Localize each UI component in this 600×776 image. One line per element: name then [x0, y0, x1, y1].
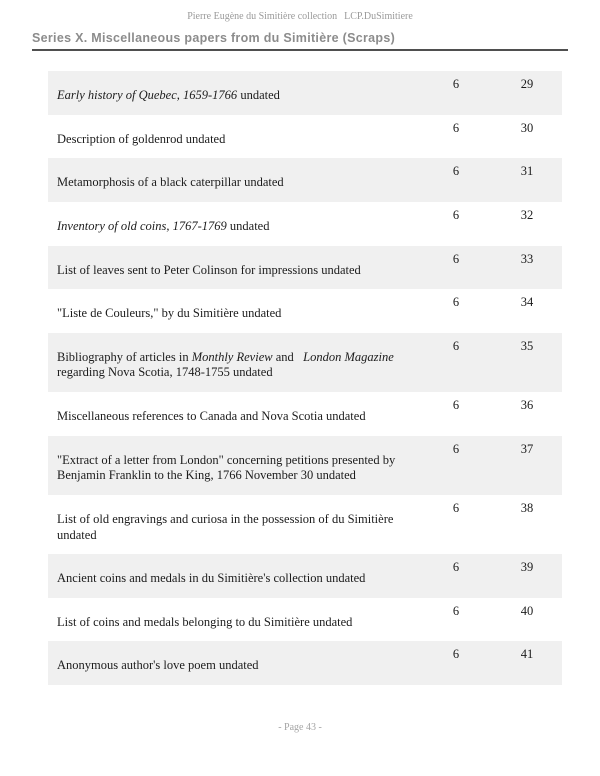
- table-row: [48, 333, 562, 392]
- box-number: 6: [452, 603, 460, 618]
- box-number: 6: [452, 398, 460, 412]
- box-number: 6: [452, 251, 460, 266]
- item-title: [48, 115, 420, 159]
- item-title-segment: undated: [237, 88, 280, 102]
- findingaid-table: [48, 71, 562, 685]
- box-number: 6: [452, 164, 460, 179]
- folder-number: 32: [520, 207, 534, 222]
- table-row: [48, 392, 562, 436]
- box-number: 6: [452, 207, 460, 222]
- item-title-segment: Miscellaneous references to Canada and Nova Scotia undated: [57, 409, 366, 423]
- item-title-segment: List of coins and medals belonging to du Simitière undated: [57, 614, 353, 629]
- item-title: [48, 289, 420, 333]
- item-title-segment: "Extract of a letter from London" concerning petitions presented by Benjamin Franklin to the King, 1766 November 30 undated: [57, 452, 396, 483]
- folder-number: 33: [520, 251, 534, 266]
- item-title: [48, 641, 420, 685]
- folder-number: 31: [520, 164, 534, 179]
- series-heading: Series X. Miscellaneous papers from du Simitière (Scraps): [32, 31, 396, 45]
- folder-number: 41: [520, 647, 534, 662]
- table-row: [48, 202, 562, 246]
- folder-number: 36: [520, 398, 534, 412]
- item-title-segment: and: [272, 349, 304, 364]
- item-title: [48, 554, 420, 598]
- box-number: 6: [452, 77, 460, 91]
- table-row: [48, 289, 562, 333]
- page-number-footer: - Page 43 -: [278, 722, 322, 733]
- item-title-segment: Description of goldenrod undated: [57, 131, 226, 146]
- item-title-segment: Ancient coins and medals in du Simitière's collection undated: [57, 571, 366, 586]
- table-row: [48, 598, 562, 642]
- folder-number: 35: [520, 338, 534, 353]
- item-title: [48, 392, 420, 436]
- table-row: [48, 436, 562, 495]
- item-title: [48, 158, 420, 202]
- box-number: 6: [452, 500, 460, 515]
- box-number: 6: [452, 647, 460, 662]
- table-row: [48, 495, 562, 554]
- item-title-italic-segment: Inventory of old coins, 1767-1769: [57, 218, 227, 233]
- item-title: [48, 436, 420, 495]
- collection-id: LCP.DuSimitiere: [344, 11, 413, 22]
- table-row: [48, 115, 562, 159]
- folder-number: 39: [520, 560, 534, 575]
- item-title-segment: Metamorphosis of a black caterpillar undated: [57, 175, 284, 190]
- box-number: 6: [452, 295, 460, 310]
- item-title-italic-segment: London Magazine: [303, 349, 394, 364]
- folder-number: 37: [520, 441, 534, 456]
- item-title-segment: List of old engravings and curiosa in the possession of du Simitière undated: [57, 511, 394, 542]
- table-row: [48, 71, 562, 115]
- item-title-segment: undated: [226, 218, 270, 233]
- box-number: 6: [452, 441, 460, 456]
- table-row: [48, 554, 562, 598]
- folder-number: 30: [520, 120, 534, 135]
- item-title: [48, 246, 420, 290]
- table-row: [48, 641, 562, 685]
- box-number: 6: [452, 338, 460, 353]
- item-title-segment: Bibliography of articles in: [57, 349, 192, 364]
- folder-number: 40: [520, 603, 534, 618]
- folder-number: 29: [520, 77, 534, 91]
- folder-number: 38: [520, 500, 534, 515]
- box-number: 6: [452, 560, 460, 575]
- header-rule: [32, 49, 568, 51]
- table-row: [48, 246, 562, 290]
- item-title-segment: List of leaves sent to Peter Colinson for impressions undated: [57, 262, 361, 277]
- folder-number: 34: [520, 295, 534, 310]
- collection-header: [0, 11, 600, 22]
- item-title-segment: Anonymous author's love poem undated: [57, 658, 259, 673]
- item-title: [48, 495, 420, 554]
- item-title-italic-segment: Early history of Quebec, 1659-1766: [57, 88, 238, 102]
- item-title: [48, 333, 420, 392]
- item-title: [48, 598, 420, 642]
- collection-title: Pierre Eugène du Simitière collection: [187, 11, 338, 22]
- item-title-segment: "Liste de Couleurs," by du Simitière undated: [57, 306, 282, 321]
- item-title: [48, 202, 420, 246]
- item-title-segment: regarding Nova Scotia, 1748-1755 undated: [57, 365, 273, 380]
- table-row: [48, 158, 562, 202]
- item-title: [48, 71, 420, 115]
- box-number: 6: [452, 120, 460, 135]
- item-title-italic-segment: Monthly Review: [191, 349, 273, 364]
